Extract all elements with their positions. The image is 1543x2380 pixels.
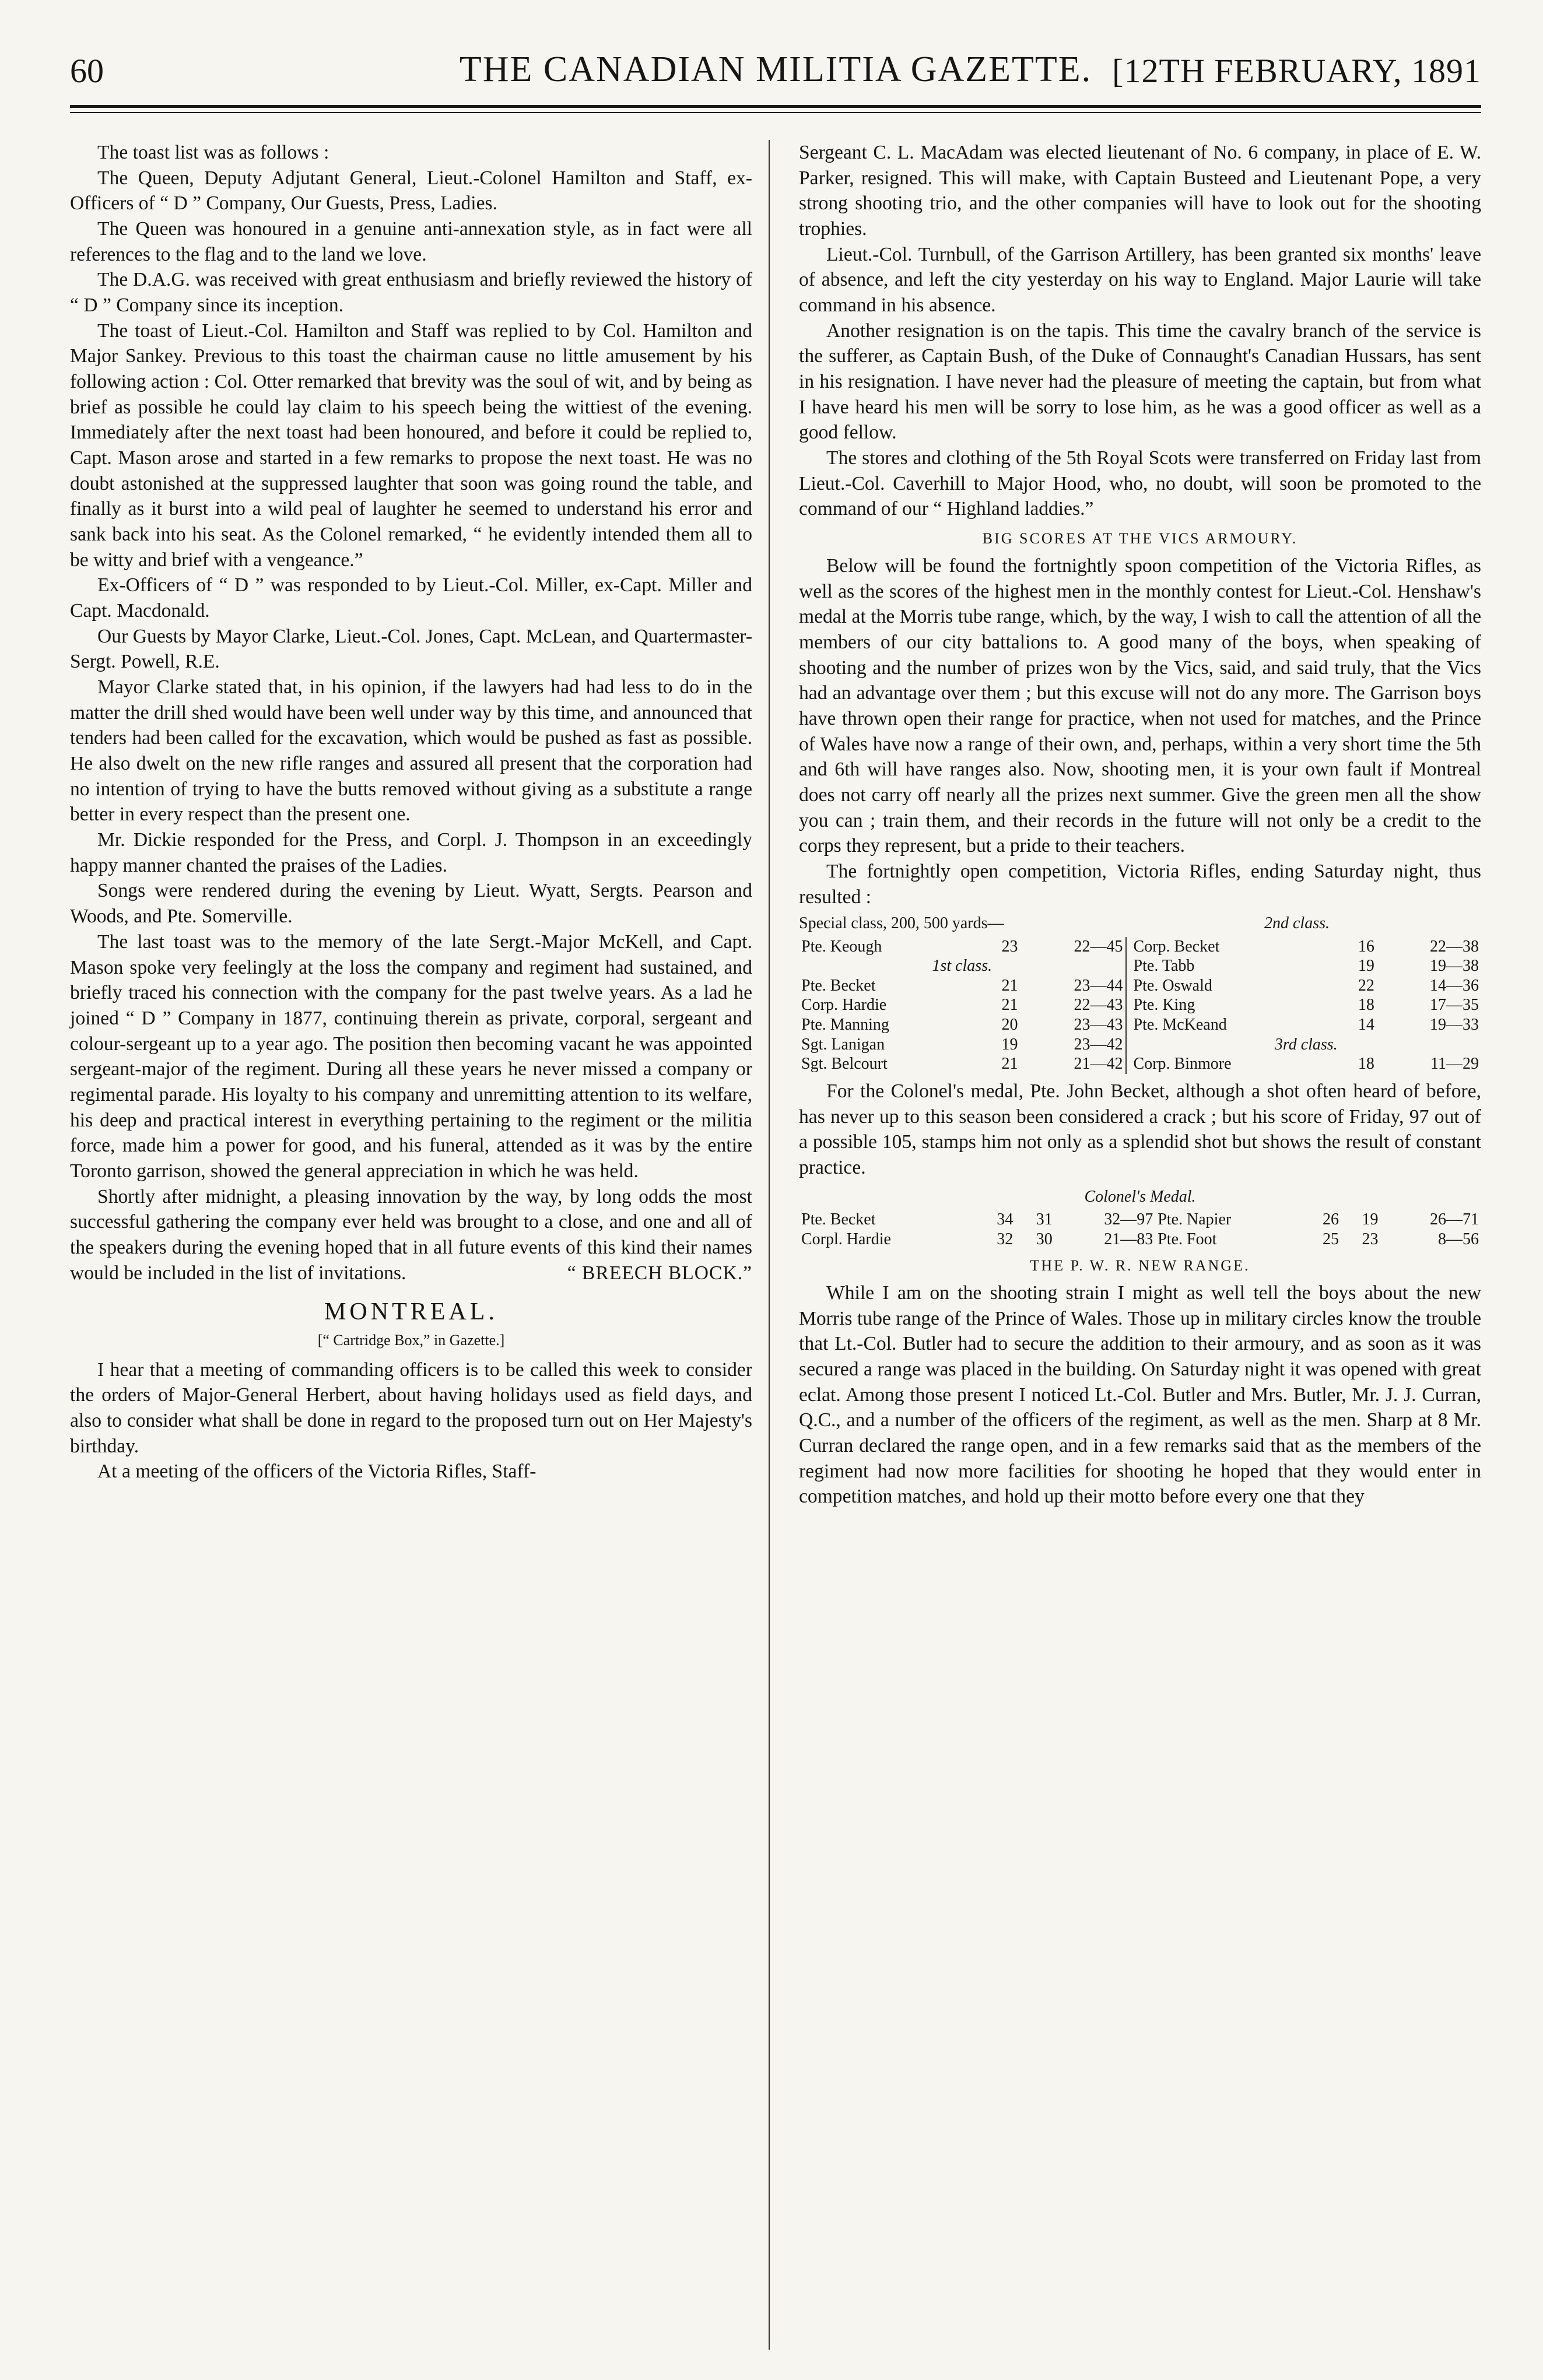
article-paragraph: The stores and clothing of the 5th Royal Scots were transferred on Friday last from Lieut.-Col. Caverhill to Major Hood, who, no doubt, will soon be promoted to the command of our “ Highland laddies.” [799, 447, 1481, 520]
article-paragraph: While I am on the shooting strain I might as well tell the boys about the new Morris tube range of the Prince of Wales. Those up in military circles know the trouble that Lt.-Col. Butler had to secure the addition to their armoury, and as soon as it was secured a range was placed in the building. On Saturday night it was opened with great eclat. Among those present I noticed Lt.-Col. Butler and Mrs. Butler, Mr. J. J. Curran, Q.C., and a number of the officers of the regiment, as well as the men. Sharp at 8 Mr. Curran declared the range open, and in a few remarks said that as the members of the regiment had now more facilities for shooting he hoped that they would enter in competition matches, and hold up their motto before every one that they [799, 1282, 1481, 1508]
score-value: 32 [997, 1230, 1014, 1248]
fortnightly-scores-table [799, 937, 1481, 1074]
score-total: 22—45 [1074, 937, 1123, 956]
score-name: Pte. Keough [801, 937, 882, 956]
score-value: 21 [1001, 976, 1018, 995]
score-total: 17—35 [1430, 996, 1479, 1015]
article-paragraph: Songs were rendered during the evening by Lieut. Wyatt, Sergts. Pearson and Woods, and Pte. Somerville. [70, 880, 752, 928]
article-paragraph: The Queen was honoured in a genuine anti-annexation style, as in fact were all references to the flag and to the land we love. [70, 218, 752, 265]
score-total: 19—38 [1430, 957, 1479, 975]
article-paragraph: At a meeting of the officers of the Victoria Rifles, Staff- [97, 1461, 536, 1483]
article-paragraph: The Queen, Deputy Adjutant General, Lieut.-Colonel Hamilton and Staff, ex-Officers of “ D ” Company, Our Guests, Press, Ladies. [70, 167, 752, 215]
score-value: 22 [1358, 976, 1374, 995]
medal-title: Colonel's Medal. [1084, 1187, 1196, 1206]
score-total: 14—36 [1430, 976, 1479, 995]
score-name: Corpl. Hardie [801, 1230, 891, 1248]
article-paragraph: The toast list was as follows : [97, 142, 329, 163]
special-class-line [799, 913, 1481, 934]
subhead-big-scores: BIG SCORES AT THE VICS ARMOURY. [982, 530, 1298, 547]
score-total: 26—71 [1430, 1210, 1479, 1228]
article-paragraph: Below will be found the fortnightly spoon competition of the Victoria Rifles, as well as the scores of the highest men in the monthly contest for Lieut.-Col. Henshaw's medal at the Morris tube range, which, by the way, I wish to call the attention of all the members of our city battalions to. A good many of the boys, when speaking of shooting and the number of prizes won by the Vics, said, and said truly, that the Vics had an advantage over them ; but this excuse will not do any more. The Garrison boys have thrown open their range for practice, when not used for matches, and the Prince of Wales have now a range of their own, and, perhaps, within a very short time the 5th and 6th will have ranges also. Now, shooting men, it is your own fault if Montreal does not carry off nearly all the prizes next summer. Give the green men all the show you can ; train them, and their records in the future will not only be a credit to the corps they represent, but a pride to their teachers. [799, 554, 1481, 857]
score-name: Pte. McKeand [1126, 1015, 1336, 1035]
closing-paragraph [70, 1184, 752, 1286]
table-row [799, 956, 1481, 976]
score-total: 23—44 [1074, 976, 1123, 995]
article-paragraph: Lieut.-Col. Turnbull, of the Garrison Artillery, has been granted six months' leave of absence, and left the city yesterday on his way to England. Major Laurie will take command in his absence. [799, 243, 1481, 317]
score-value: 16 [1358, 937, 1374, 956]
table-row [799, 937, 1481, 957]
score-name: Pte. Oswald [1126, 976, 1336, 996]
score-value: 23 [1001, 937, 1018, 956]
score-name: Pte. Becket [801, 1210, 876, 1228]
table-row [799, 1230, 1481, 1249]
table-row [799, 976, 1481, 996]
score-name: Pte. King [1126, 995, 1336, 1015]
score-name: Corp. Becket [1126, 937, 1336, 957]
author-signature: “ BREECH BLOCK.” [567, 1262, 752, 1284]
score-total: 21—83 [1104, 1230, 1153, 1248]
left-column [70, 140, 752, 2356]
article-paragraph: The toast of Lieut.-Col. Hamilton and Staff was replied to by Col. Hamilton and Major Sankey. Previous to this toast the chairman cause no little amusement by his following action : Col. Otter remarked that brevity was the soul of wit, and by being as brief as possible he could lay claim to his speech being the wittiest of the evening. Immediately after the next toast had been honoured, and before it could be replied to, Capt. Mason arose and started in a few remarks to propose the next toast. He was no doubt astonished at the suppressed laughter that soon was going round the table, and finally as it burst into a wild peal of laughter he seemed to understand his error and sank back into his seat. As the Colonel remarked, “ he evidently intended them all to be witty and brief with a vengeance.” [70, 320, 752, 571]
third-class-label: 3rd class. [1126, 1035, 1481, 1055]
subhead-pwr-range: THE P. W. R. NEW RANGE. [1030, 1257, 1250, 1275]
column-divider [769, 140, 770, 2350]
score-name: Pte. Manning [801, 1016, 889, 1034]
score-value: 20 [1001, 1016, 1018, 1034]
article-paragraph: I hear that a meeting of commanding officers is to be called this week to consider the orders of Major-General Herbert, about having holidays used as field days, and also to consider what shall be done in regard to the proposed turn out on Her Majesty's birthday. [70, 1359, 752, 1457]
closing-text: Shortly after midnight, a pleasing innovation by the way, by long odds the most successful gathering the company ever held was brought to a close, and one and all of the speakers during the evening hoped that in all future events of this kind their names would be included in the list of invitations. [70, 1185, 752, 1284]
score-value: 21 [1001, 996, 1018, 1015]
score-value: 19 [1358, 957, 1374, 975]
masthead-title: THE CANADIAN MILITIA GAZETTE. [459, 50, 1092, 89]
score-total: 23—42 [1074, 1035, 1123, 1054]
score-total: 11—29 [1430, 1055, 1479, 1073]
score-name: Pte. Foot [1158, 1230, 1217, 1248]
score-total: 21—42 [1074, 1055, 1123, 1073]
score-value: 19 [1001, 1035, 1018, 1054]
table-row [799, 995, 1481, 1015]
article-paragraph: The last toast was to the memory of the late Sergt.-Major McKell, and Capt. Mason spoke very feelingly at the loss the company and regiment had sustained, and briefly traced his connection with the company for the past twelve years. As a lad he joined “ D ” Company in 1877, continuing therein as private, corporal, sergeant and colour-sergeant up to a year ago. The position then becoming vacant he was appointed sergeant-major of the regiment. During all these years he never missed a company or regimental parade. His loyalty to his company and unremitting attention to its welfare, his deep and practical interest in everything pertaining to the regiment or the militia force, made him a power for good, and his funeral, attended as it was by the entire Toronto garrison, showed the general appreciation in which he was held. [70, 931, 752, 1182]
header-double-rule [70, 112, 1481, 113]
page-header [70, 41, 1481, 108]
special-class-label: Special class, 200, 500 yards— [799, 914, 1004, 933]
score-name: Pte. Tabb [1126, 956, 1336, 976]
second-class-label: 2nd class. [1264, 914, 1330, 933]
score-total: 22—43 [1074, 996, 1123, 1015]
page-number: 60 [70, 52, 104, 90]
score-value: 14 [1358, 1016, 1374, 1034]
score-total: 23—43 [1074, 1016, 1123, 1034]
score-total: 22—38 [1430, 937, 1479, 956]
score-value: 18 [1358, 1055, 1374, 1073]
medal-scores-table [799, 1210, 1481, 1249]
score-value: 26 [1322, 1210, 1339, 1228]
score-name: Pte. Napier [1158, 1210, 1232, 1228]
score-value: 31 [1036, 1210, 1053, 1228]
score-name: Sgt. Lanigan [801, 1035, 885, 1054]
score-value: 18 [1358, 996, 1374, 1015]
section-subtitle: [“ Cartridge Box,” in Gazette.] [317, 1331, 505, 1349]
right-column [799, 140, 1481, 2356]
score-total: 8—56 [1438, 1230, 1479, 1248]
score-value: 34 [997, 1210, 1014, 1228]
table-row [799, 1054, 1481, 1074]
score-name: Corp. Hardie [801, 996, 887, 1015]
score-value: 21 [1001, 1055, 1018, 1073]
score-name: Sgt. Belcourt [801, 1055, 888, 1073]
section-title-montreal: MONTREAL. [324, 1298, 498, 1326]
score-value: 19 [1362, 1210, 1379, 1228]
article-paragraph: For the Colonel's medal, Pte. John Becket, although a shot often heard of before, has never up to this season been considered a crack ; but his score of Friday, 97 out of a possible 105, stamps him not only as a splendid shot but shows the result of constant practice. [799, 1080, 1481, 1178]
article-paragraph: The D.A.G. was received with great enthusiasm and briefly reviewed the history of “ D ” Company since its inception. [70, 269, 752, 317]
score-name: Pte. Becket [801, 976, 876, 995]
table-row [799, 1035, 1481, 1055]
article-paragraph: Ex-Officers of “ D ” was responded to by Lieut.-Col. Miller, ex-Capt. Miller and Capt. Macdonald. [70, 574, 752, 622]
score-value: 23 [1362, 1230, 1379, 1248]
article-paragraph: Another resignation is on the tapis. This time the cavalry branch of the service is the sufferer, as Captain Bush, of the Duke of Connaught's Canadian Hussars, has sent in his resignation. I have never had the pleasure of meeting the captain, but from what I have heard his men will be sorry to lose him, as he was a good officer as well as a good fellow. [799, 320, 1481, 444]
score-value: 30 [1036, 1230, 1053, 1248]
article-paragraph: Sergeant C. L. MacAdam was elected lieutenant of No. 6 company, in place of E. W. Parker, resigned. This will make, with Captain Busteed and Lieutenant Pope, a very strong shooting trio, and the other companies will have to look out for the shooting trophies. [799, 142, 1481, 240]
score-total: 32—97 [1104, 1210, 1153, 1228]
article-paragraph: The fortnightly open competition, Victoria Rifles, ending Saturday night, thus resulted : [799, 860, 1481, 908]
article-paragraph: Our Guests by Mayor Clarke, Lieut.-Col. Jones, Capt. McLean, and Quartermaster-Sergt. Powell, R.E. [70, 625, 752, 673]
score-total: 19—33 [1430, 1016, 1479, 1034]
table-row [799, 1210, 1481, 1230]
table-row [799, 1015, 1481, 1035]
score-value: 25 [1322, 1230, 1339, 1248]
article-paragraph: Mayor Clarke stated that, in his opinion, if the lawyers had had less to do in the matter the drill shed would have been well under way by this time, and announced that tenders had been called for the excavation, which would be pushed as fast as possible. He also dwelt on the new rifle ranges and assured all present that the corporation had no intention of trying to have the butts removed without giving as a substitute a range better in every respect than the present one. [70, 676, 752, 826]
score-name: Corp. Binmore [1126, 1054, 1336, 1074]
article-paragraph: Mr. Dickie responded for the Press, and Corpl. J. Thompson in an exceedingly happy manner chanted the praises of the Ladies. [70, 829, 752, 876]
issue-date: [12TH FEBRUARY, 1891 [1112, 52, 1481, 90]
first-class-label: 1st class. [932, 957, 993, 975]
